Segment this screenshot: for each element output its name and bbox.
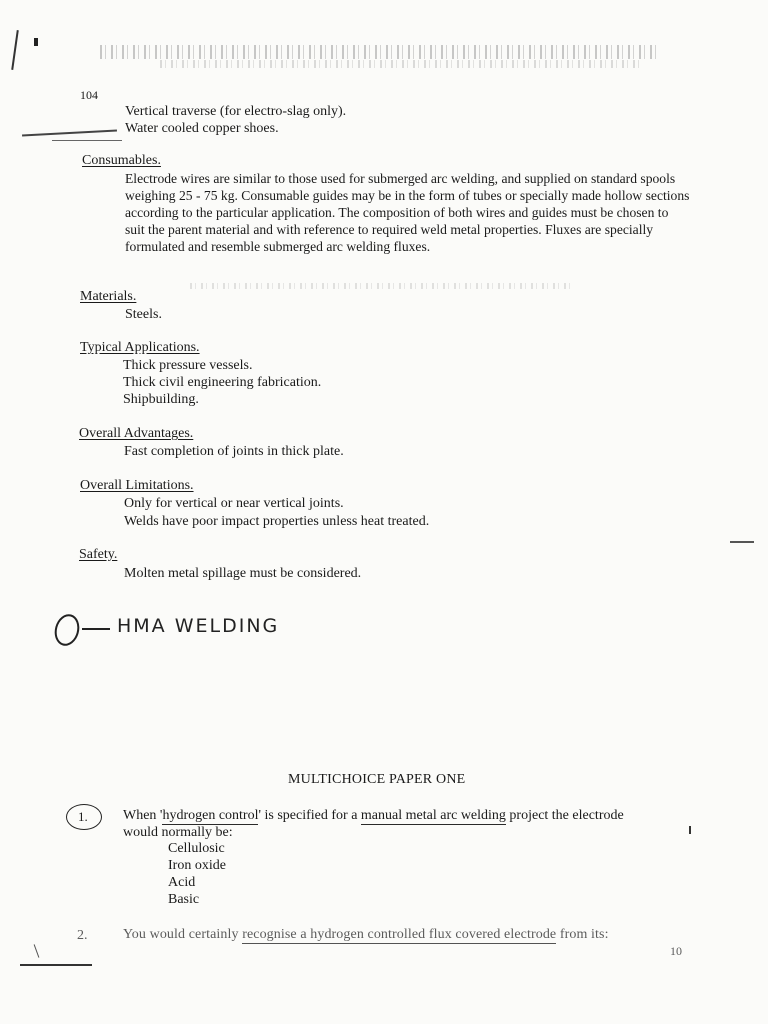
answer-option: Acid bbox=[168, 875, 196, 890]
answer-option: Iron oxide bbox=[168, 858, 226, 873]
bottom-left-line bbox=[20, 964, 92, 966]
question-text-line2: would normally be: bbox=[123, 825, 233, 840]
applications-heading: Typical Applications. bbox=[80, 340, 200, 355]
question-highlight: manual metal arc welding bbox=[360, 808, 506, 823]
handwritten-hma-welding: HMA WELDING bbox=[117, 615, 280, 637]
consumables-heading: Consumables. bbox=[82, 153, 161, 168]
limitations-heading: Overall Limitations. bbox=[80, 478, 194, 493]
margin-scribble bbox=[22, 130, 117, 137]
question-highlight: recognise a hydrogen controlled flux covered electrode bbox=[242, 927, 557, 942]
question-text-part: from its: bbox=[556, 927, 609, 942]
limitations-item: Welds have poor impact properties unless heat treated. bbox=[124, 514, 430, 529]
right-tick-mark bbox=[689, 826, 691, 834]
question-number: 1. bbox=[78, 809, 88, 824]
question-text-part: ' is specified for a bbox=[258, 808, 361, 823]
consumables-text: Electrode wires are similar to those used for submerged arc welding, and supplied on standard spools weighing 25 - 75 kg. Consumable guides may be in the form of tubes or specially made hollow sections according to the particular application. The composition of both wires and guides must be chosen to suit the parent material and with reference to required weld metal properties. Fluxes are specially formulated and resemble submerged arc welding fluxes. bbox=[125, 171, 690, 254]
safety-item: Molten metal spillage must be considered. bbox=[124, 566, 362, 581]
answer-option: Basic bbox=[168, 892, 200, 907]
applications-item: Thick pressure vessels. bbox=[123, 358, 253, 373]
answer-option: Cellulosic bbox=[168, 841, 225, 856]
scan-noise-top-2 bbox=[160, 60, 640, 68]
question-text-part: project the electrode bbox=[505, 808, 624, 823]
question-text-part: When ' bbox=[123, 808, 163, 823]
scan-noise-mid bbox=[190, 283, 570, 289]
question-highlight: hydrogen control bbox=[162, 808, 259, 823]
handwritten-dash bbox=[82, 628, 110, 630]
right-margin-dash bbox=[730, 541, 754, 543]
bottom-left-tick bbox=[34, 944, 40, 957]
scan-noise-top bbox=[100, 45, 660, 59]
margin-scribble-2 bbox=[52, 140, 122, 141]
question-text-part: You would certainly bbox=[123, 927, 243, 942]
margin-dot bbox=[34, 38, 38, 46]
materials-item: Steels. bbox=[125, 307, 162, 322]
limitations-item: Only for vertical or near vertical joints. bbox=[124, 496, 344, 511]
safety-heading: Safety. bbox=[79, 547, 118, 562]
advantages-item: Fast completion of joints in thick plate. bbox=[124, 444, 344, 459]
question-number: 2. bbox=[77, 928, 88, 943]
question-text bbox=[123, 926, 609, 943]
page-number-top: 104 bbox=[80, 88, 98, 102]
margin-mark-top bbox=[11, 30, 19, 70]
question-text bbox=[123, 807, 624, 824]
page-number-bottom: 10 bbox=[670, 944, 682, 958]
paper-title: MULTICHOICE PAPER ONE bbox=[288, 772, 466, 787]
equipment-item: Water cooled copper shoes. bbox=[125, 121, 279, 136]
materials-heading: Materials. bbox=[80, 289, 137, 304]
advantages-heading: Overall Advantages. bbox=[79, 426, 194, 441]
applications-item: Thick civil engineering fabrication. bbox=[123, 375, 322, 390]
applications-item: Shipbuilding. bbox=[123, 392, 199, 407]
equipment-item: Vertical traverse (for electro-slag only). bbox=[125, 104, 347, 119]
